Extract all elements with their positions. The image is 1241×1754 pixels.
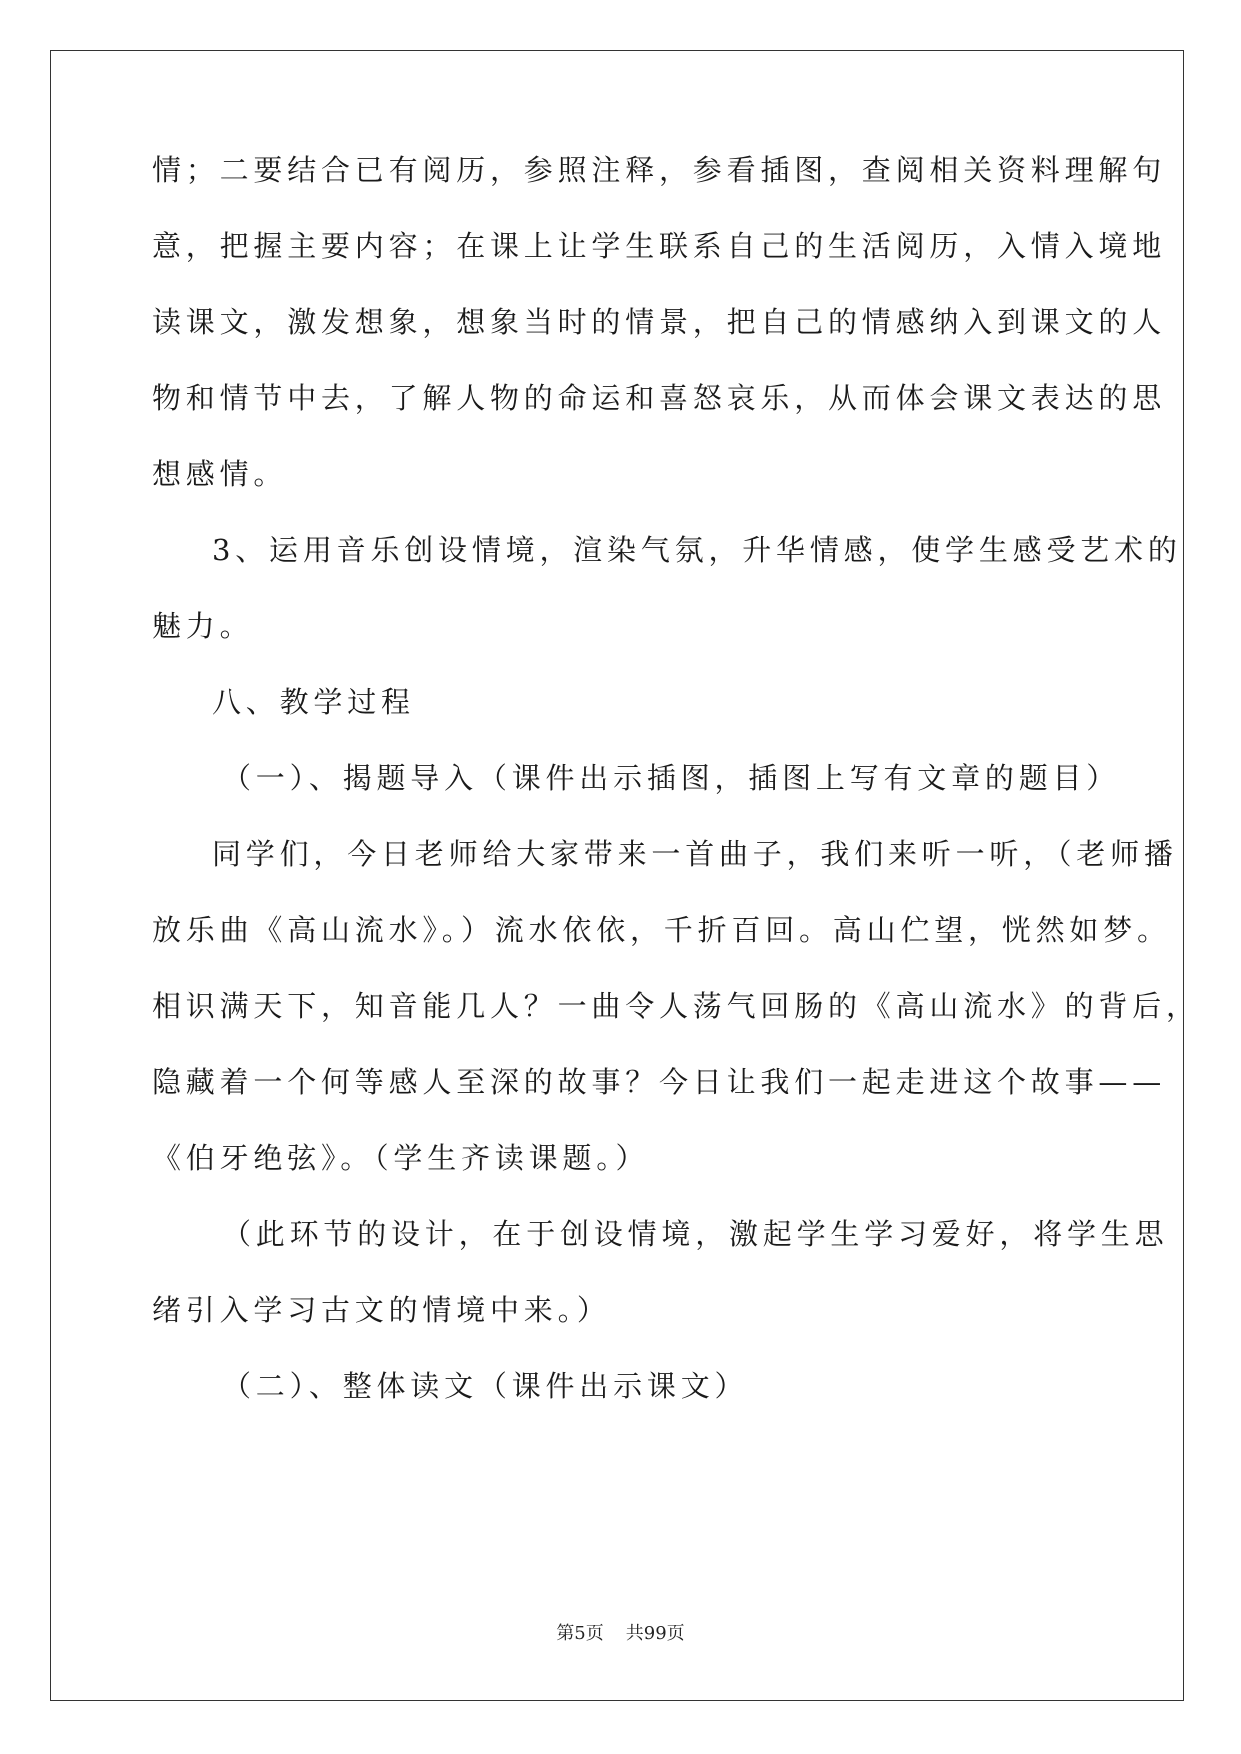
text-line: 意，把握主要内容；在课上让学生联系自己的生活阅历，入情入境地 [152, 229, 1167, 263]
text-line: （此环节的设计，在于创设情境，激起学生学习爱好，将学生思 [222, 1217, 1169, 1251]
text-line: 相识满天下，知音能几人？一曲令人荡气回肠的《高山流水》的背后， [152, 989, 1200, 1023]
page-border [50, 50, 1184, 1701]
text-line: 物和情节中去，了解人物的命运和喜怒哀乐，从而体会课文表达的思 [152, 381, 1167, 415]
subsection-heading: （一）、揭题导入（课件出示插图，插图上写有文章的题目） [222, 761, 1121, 795]
section-heading: 八、教学过程 [212, 685, 415, 719]
text-line: 放乐曲《高山流水》。）流水依依，千折百回。高山伫望，恍然如梦。 [152, 913, 1171, 947]
text-line: 隐藏着一个何等感人至深的故事？今日让我们一起走进这个故事—— [152, 1065, 1167, 1099]
text-line: 《伯牙绝弦》。（学生齐读课题。） [152, 1141, 650, 1175]
subsection-heading: （二）、整体读文（课件出示课文） [222, 1369, 749, 1403]
text-line: 想感情。 [152, 457, 288, 491]
page-total: 共99页 [625, 1623, 685, 1644]
text-line: 情；二要结合已有阅历，参照注释，参看插图，查阅相关资料理解句 [152, 153, 1167, 187]
text-line: 魅力。 [152, 609, 254, 643]
page-footer [0, 1622, 1241, 1646]
page-number: 第5页 [556, 1623, 604, 1644]
text-line: 读课文，激发想象，想象当时的情景，把自己的情感纳入到课文的人 [152, 305, 1167, 339]
text-line: 绪引入学习古文的情境中来。） [152, 1293, 611, 1327]
text-line: 同学们，今日老师给大家带来一首曲子，我们来听一听，（老师播 [212, 837, 1178, 871]
text-line: 3、运用音乐创设情境，渲染气氛，升华情感，使学生感受艺术的 [212, 533, 1182, 567]
